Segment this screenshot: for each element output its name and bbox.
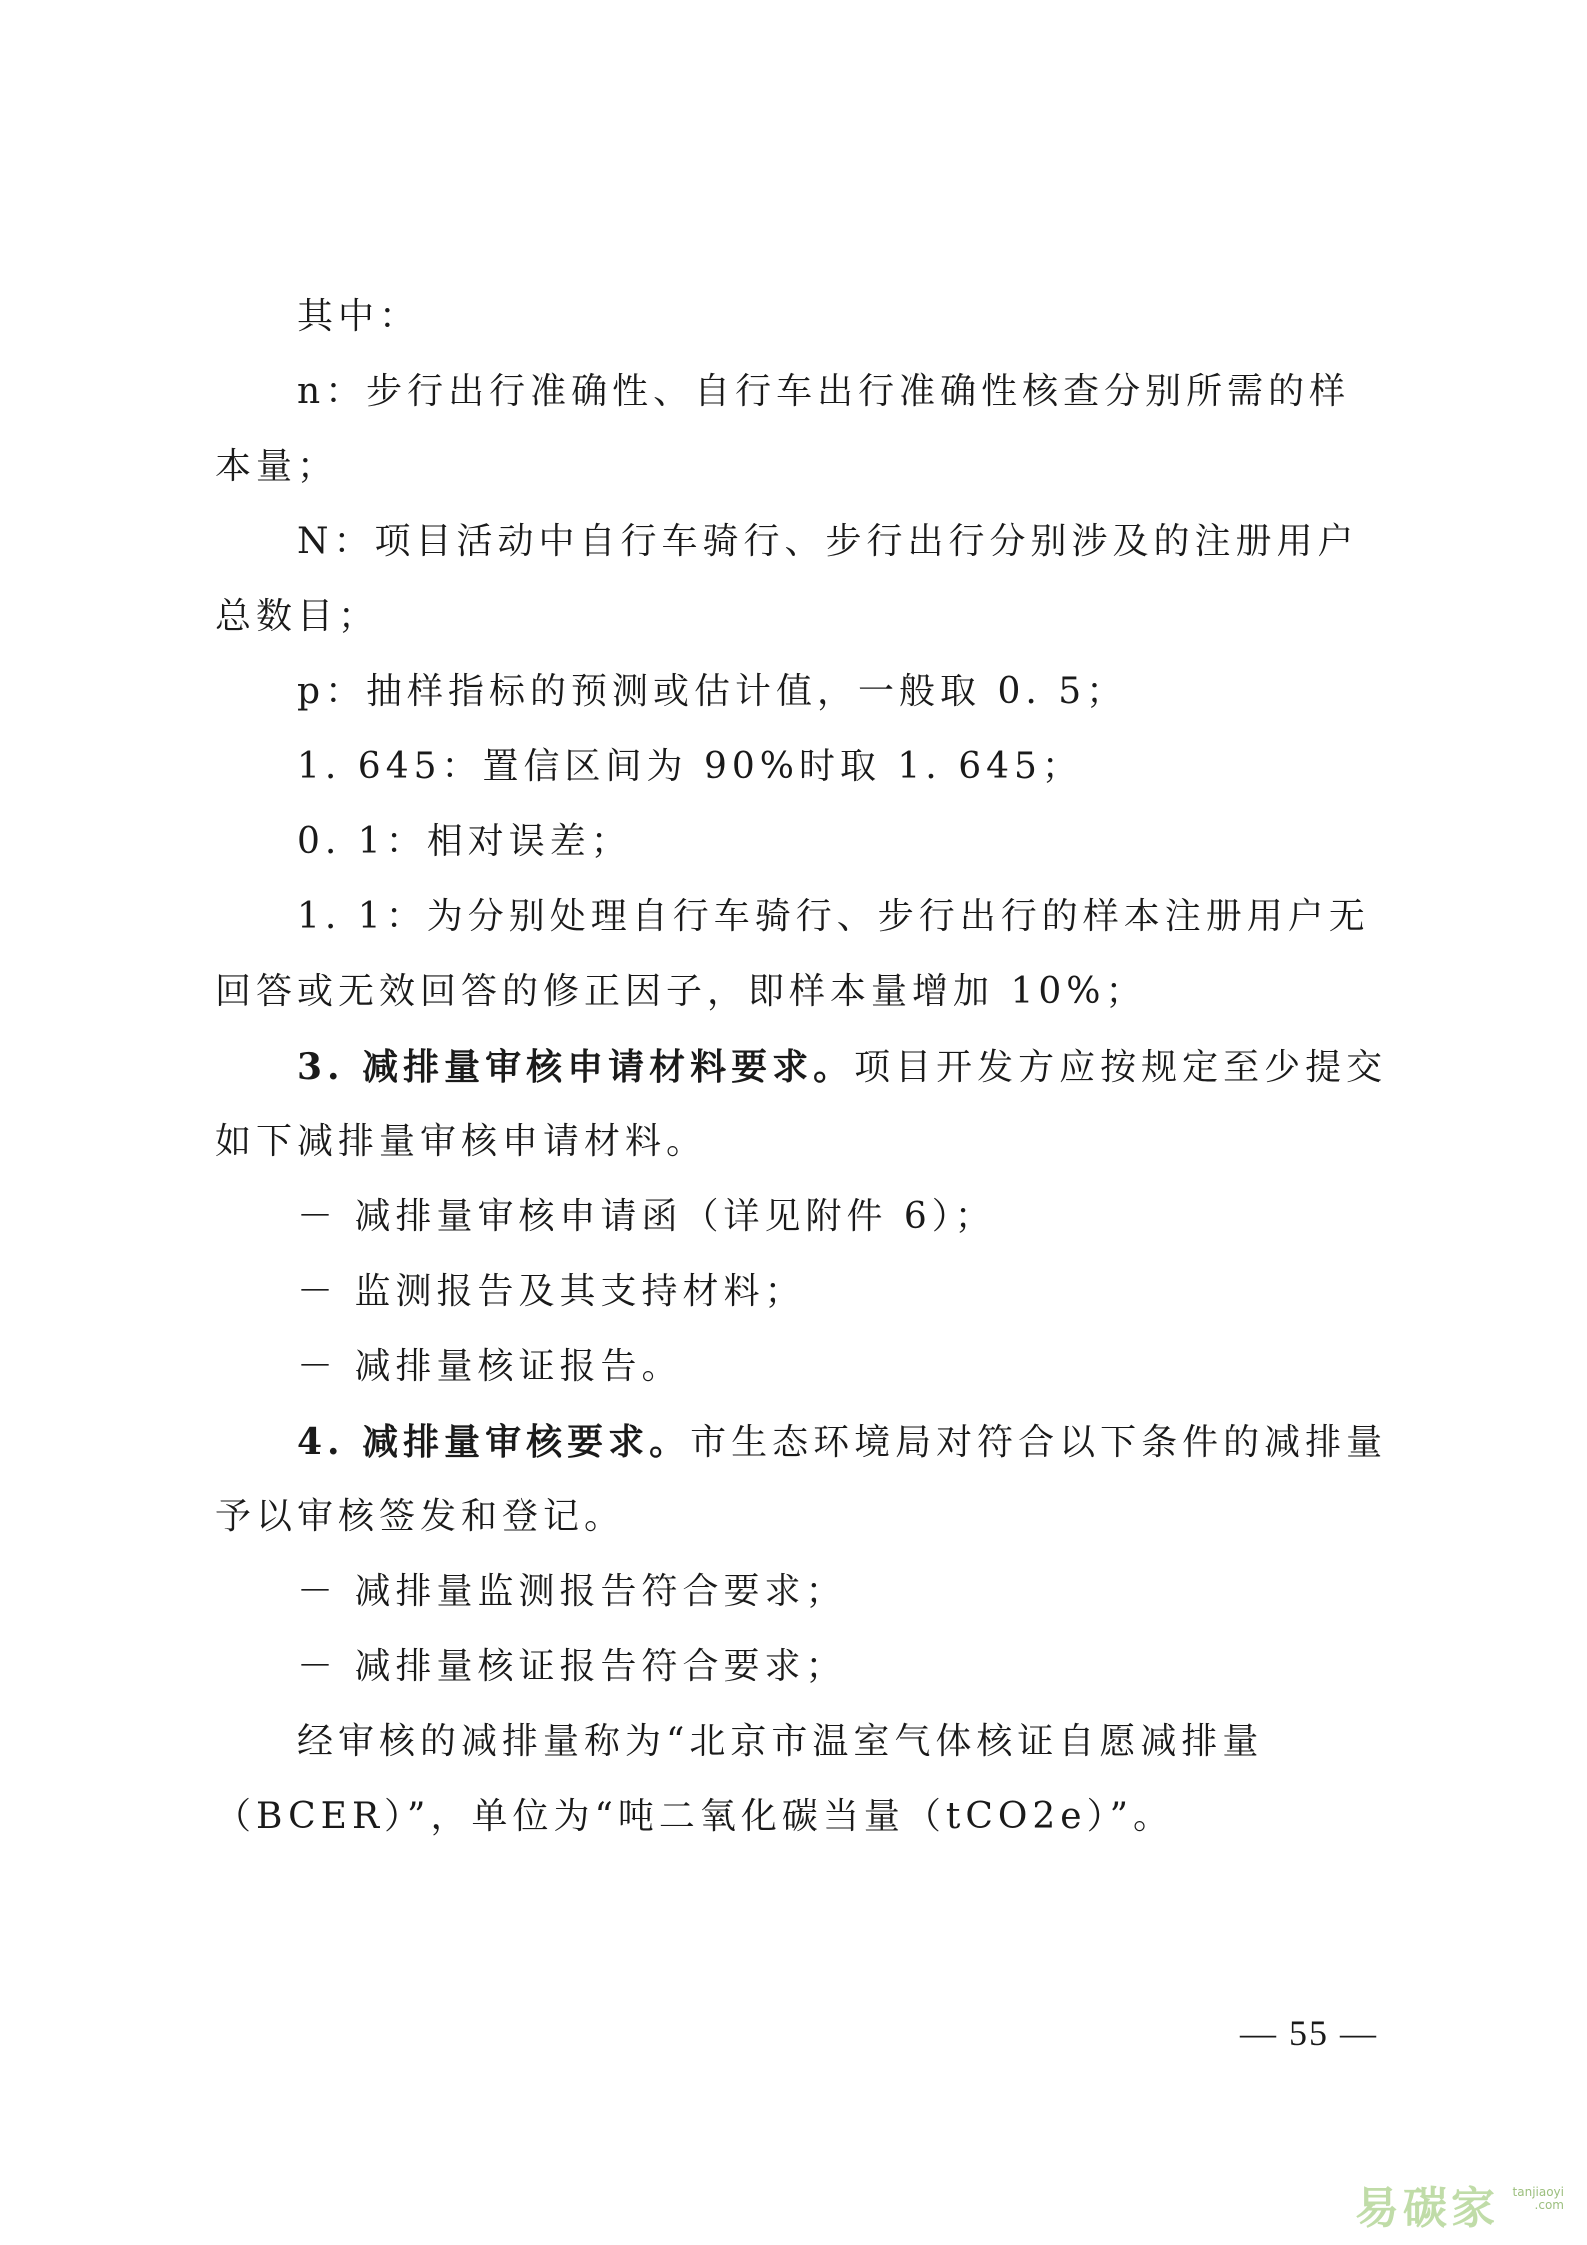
text-line: 回答或无效回答的修正因子，即样本量增加 10%； <box>215 971 1147 1012</box>
text-line: N：项目活动中自行车骑行、步行出行分别涉及的注册用户 <box>297 521 1359 562</box>
section-heading: 4. 减排量审核要求。 <box>297 1421 691 1463</box>
text-line: 予以审核签发和登记。 <box>215 1496 626 1537</box>
text-run: 市生态环境局对符合以下条件的减排量 <box>690 1422 1388 1463</box>
section-heading-line <box>297 1417 1387 1468</box>
watermark-domain: tanjiaoyi .com <box>1512 2185 1564 2212</box>
text-line: p：抽样指标的预测或估计值，一般取 0. 5； <box>297 671 1128 712</box>
text-line: （BCER）”，单位为“吨二氧化碳当量（tCO2e）”。 <box>215 1796 1175 1837</box>
text-run: 项目开发方应按规定至少提交 <box>854 1047 1388 1088</box>
text-line: 经审核的减排量称为“北京市温室气体核证自愿减排量 <box>297 1721 1264 1762</box>
text-line: 0. 1：相对误差； <box>297 821 632 862</box>
list-item: － 减排量核证报告。 <box>297 1346 683 1387</box>
watermark-logo <box>1355 2168 1570 2234</box>
text-line: 其中： <box>297 296 421 337</box>
text-line: n：步行出行准确性、自行车出行准确性核查分别所需的样 <box>297 371 1351 412</box>
text-line: 本量； <box>215 446 339 487</box>
list-item: － 减排量审核申请函（详见附件 6）； <box>297 1196 996 1237</box>
list-item: － 减排量核证报告符合要求； <box>297 1646 847 1687</box>
section-heading: 3. 减排量审核申请材料要求。 <box>297 1046 855 1088</box>
watermark-text: 易碳家 <box>1355 2183 1499 2234</box>
text-line: 1. 645：置信区间为 90%时取 1. 645； <box>297 746 1083 787</box>
page-number: — 55 — <box>1240 2013 1378 2053</box>
text-line: 如下减排量审核申请材料。 <box>215 1121 708 1162</box>
section-heading-line <box>297 1042 1387 1093</box>
list-item: － 减排量监测报告符合要求； <box>297 1571 847 1612</box>
text-line: 总数目； <box>215 596 380 637</box>
list-item: － 监测报告及其支持材料； <box>297 1271 806 1312</box>
text-line: 1. 1：为分别处理自行车骑行、步行出行的样本注册用户无 <box>297 896 1370 937</box>
